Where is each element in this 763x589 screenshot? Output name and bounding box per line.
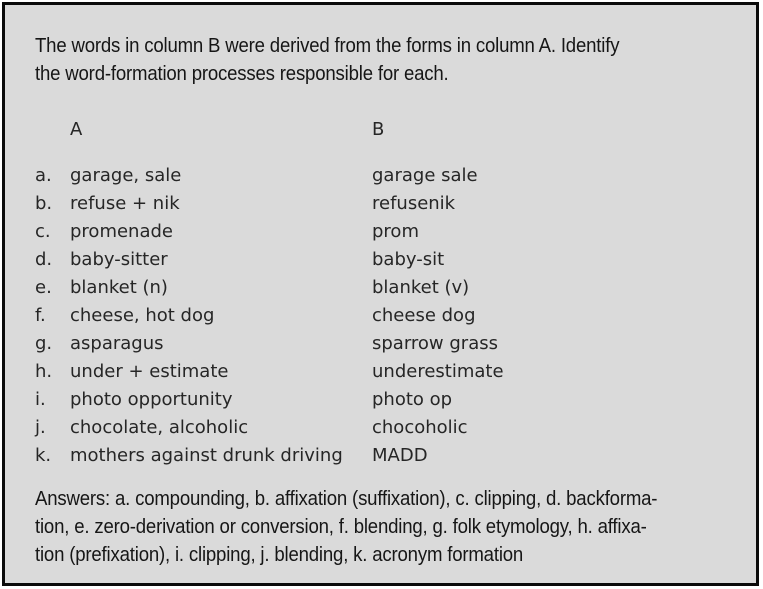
col-b-cell: baby-sit [372, 249, 445, 270]
table-row [35, 218, 734, 246]
row-label: a. [35, 165, 52, 186]
row-label: c. [35, 221, 51, 242]
row-label: h. [35, 361, 53, 382]
answers-line-1: Answers: a. compounding, b. affixation (suffixation), c. clipping, d. backforma- [35, 488, 658, 510]
instructions [35, 32, 734, 88]
col-b-cell: chocoholic [372, 417, 468, 438]
table-row [35, 274, 734, 302]
col-b-cell: sparrow grass [372, 333, 498, 354]
answers-line-2: tion, e. zero-derivation or conversion, f. blending, g. folk etymology, h. affixa- [35, 516, 647, 538]
row-label: i. [35, 389, 46, 410]
col-b-cell: MADD [372, 445, 428, 466]
instructions-line-2: the word-formation processes responsible for each. [35, 63, 449, 85]
col-a-cell: promenade [70, 221, 173, 242]
col-b-cell: prom [372, 221, 419, 242]
col-a-cell: garage, sale [70, 165, 182, 186]
col-a-cell: blanket (n) [70, 277, 168, 298]
column-b-header: B [372, 119, 385, 140]
col-b-cell: blanket (v) [372, 277, 470, 298]
col-a-cell: asparagus [70, 333, 164, 354]
answers-line-3: tion (prefixation), i. clipping, j. blending, k. acronym formation [35, 544, 524, 566]
table-row [35, 246, 734, 274]
row-label: f. [35, 305, 46, 326]
col-a-cell: refuse + nik [70, 193, 180, 214]
col-b-cell: refusenik [372, 193, 456, 214]
col-b-cell: garage sale [372, 165, 478, 186]
header-label-spacer [35, 116, 70, 144]
row-label: d. [35, 249, 53, 270]
answers-paragraph [35, 485, 734, 569]
row-label: b. [35, 193, 53, 214]
row-label: j. [35, 417, 46, 438]
col-a-cell: mothers against drunk driving [70, 445, 343, 466]
table-row [35, 190, 734, 218]
table-row [35, 414, 734, 442]
table-row [35, 358, 734, 386]
col-b-cell: photo op [372, 389, 453, 410]
col-a-cell: cheese, hot dog [70, 305, 215, 326]
row-label: e. [35, 277, 52, 298]
row-label: k. [35, 445, 52, 466]
col-b-cell: underestimate [372, 361, 504, 382]
column-a-header: A [70, 119, 83, 140]
table-row [35, 442, 734, 470]
col-a-cell: chocolate, alcoholic [70, 417, 249, 438]
col-a-cell: photo opportunity [70, 389, 233, 410]
col-a-cell: under + estimate [70, 361, 229, 382]
col-a-cell: baby-sitter [70, 249, 168, 270]
instructions-line-1: The words in column B were derived from the forms in column A. Identify [35, 35, 620, 57]
table-header-row [35, 116, 734, 144]
table-row [35, 162, 734, 190]
exercise-box [2, 2, 759, 586]
table-row [35, 386, 734, 414]
row-label: g. [35, 333, 53, 354]
col-b-cell: cheese dog [372, 305, 476, 326]
table-row [35, 302, 734, 330]
word-table [35, 116, 734, 470]
table-row [35, 330, 734, 358]
